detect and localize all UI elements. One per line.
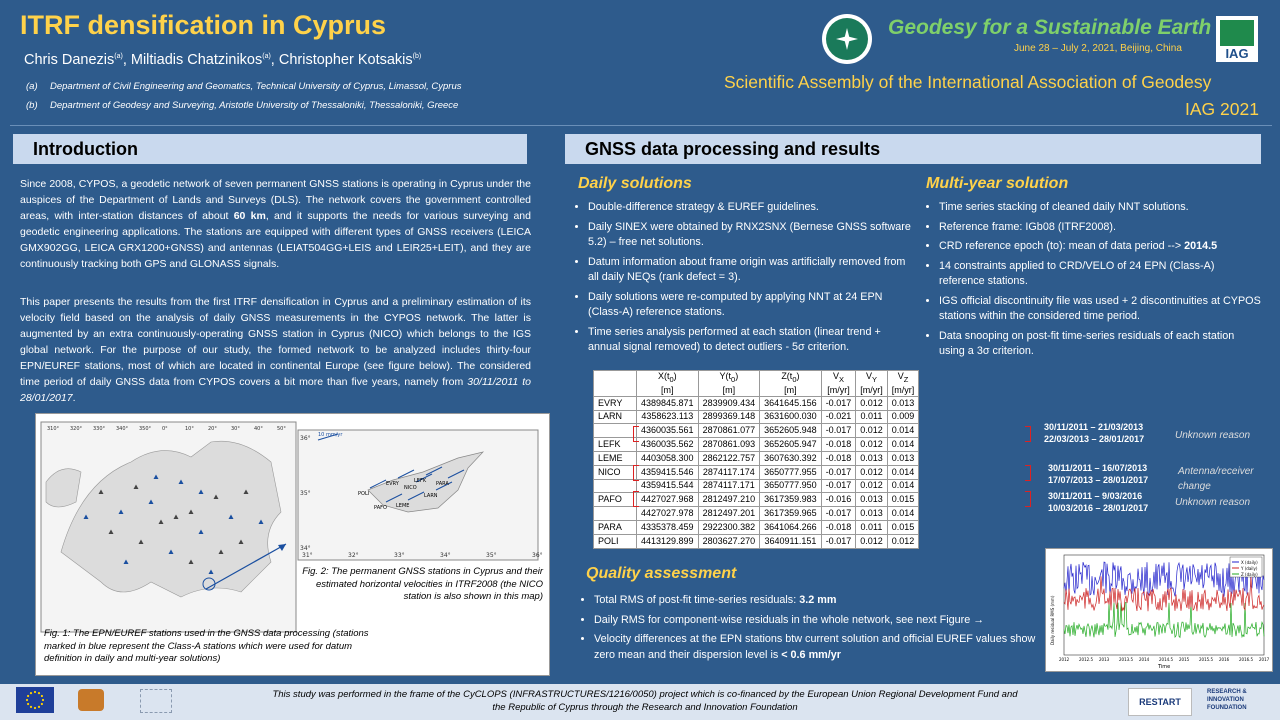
affiliation-key: (b) <box>26 100 38 111</box>
discontinuity-note <box>1044 421 1144 445</box>
discontinuity-bracket <box>633 426 639 442</box>
eu-star <box>41 703 43 705</box>
iag-logo-text: IAG <box>1225 46 1249 61</box>
table-header: $Z(t_0)$ [m] <box>760 371 822 397</box>
table-row <box>594 534 919 548</box>
cyprus-emblem-logo <box>78 689 104 711</box>
chart-tick-label: 2016 <box>1219 657 1230 662</box>
list-item: • Datum information about frame origin was artificially removed from all daily NEQs (rank defect = 3). <box>588 255 914 286</box>
affiliation-text: Department of Civil Engineering and Geomatics, Technical University of Cyprus, Limassol, Cyprus <box>50 81 462 92</box>
period: 30/11/2011 – 9/03/2016 <box>1048 491 1143 501</box>
chart-tick-label: 2015.5 <box>1199 657 1213 662</box>
station-label: NICO <box>404 485 417 491</box>
table-cell: 3640911.151 <box>760 534 822 548</box>
author-list: Chris Danezis$^{(a)}$, Miltiadis Chatzinikos$^{(a)}$, Christopher Kotsakis$^{(b)}$ <box>24 52 422 68</box>
daily-solutions-title: Daily solutions <box>578 175 692 192</box>
chart-tick-label: 2013.5 <box>1119 657 1133 662</box>
table-cell: 4427027.968 <box>637 493 699 507</box>
author-name: Miltiadis Chatzinikos <box>130 52 263 68</box>
table-header: $X(t_0)$ [m] <box>637 371 699 397</box>
map-tick-label: 20° <box>208 426 217 432</box>
map-tick-label: 31° <box>302 552 313 559</box>
list-item: • Daily solutions were re-computed by applying NNT at 24 EPN (Class-A) reference stations. <box>588 290 914 321</box>
daily-solutions-list <box>574 200 914 360</box>
table-cell: -0.017 <box>821 534 856 548</box>
conference-logo <box>822 14 872 64</box>
table-cell: 0.011 <box>856 410 888 424</box>
table-cell: -0.017 <box>821 424 856 438</box>
chart-tick-label: 2012 <box>1059 657 1070 662</box>
table-cell: 0.014 <box>887 424 919 438</box>
table-row <box>594 438 919 452</box>
discontinuity-bracket <box>633 465 639 481</box>
table-row <box>594 465 919 479</box>
quality-assessment-title: Quality assessment <box>586 565 737 582</box>
table-cell: 0.009 <box>887 410 919 424</box>
map-tick-label: 32° <box>348 552 359 559</box>
discontinuity-reason: Unknown reason <box>1175 497 1251 508</box>
station-name-cell: PAFO <box>594 493 637 507</box>
legend-label: Z (daily) <box>1241 572 1258 577</box>
footer-acknowledgement: This study was performed in the frame of the CyCLOPS (INFRASTRUCTURES/1216/0050) project which is co-financed by the European Union Regional Development Fund and the Republic of Cyprus through the Research and Innovation Foundation <box>272 689 1018 713</box>
europe-map <box>41 422 296 632</box>
table-cell: 0.012 <box>856 438 888 452</box>
table-cell: 0.015 <box>887 520 919 534</box>
table-cell: -0.018 <box>821 451 856 465</box>
eu-stars-icon <box>16 687 54 713</box>
results-table <box>593 370 919 549</box>
table-cell: 2874117.171 <box>698 479 760 493</box>
list-item-text: Total RMS of post-fit time-series residuals: <box>594 594 800 606</box>
map-tick-label: 10° <box>185 426 194 432</box>
table-header-row <box>594 371 919 397</box>
list-item: • Reference frame: IGb08 (ITRF2008). <box>939 220 1263 236</box>
table-cell: 3641064.266 <box>760 520 822 534</box>
table-cell: 0.014 <box>887 465 919 479</box>
multi-year-list <box>925 200 1263 364</box>
period: 17/07/2013 – 28/01/2017 <box>1048 475 1149 485</box>
table-cell: 3631600.030 <box>760 410 822 424</box>
eu-star <box>34 707 36 709</box>
table-header: $V_X$ [m/yr] <box>821 371 856 397</box>
table-cell: -0.017 <box>821 479 856 493</box>
map-tick-label: 34° <box>300 545 311 552</box>
list-item <box>594 613 1045 629</box>
affiliation-text: Department of Geodesy and Surveying, Aristotle University of Thessaloniki, Thessaloniki, Greece <box>50 100 459 111</box>
list-item <box>594 632 1045 663</box>
intro-paragraph-2 <box>20 294 531 406</box>
conference-dates: June 28 – July 2, 2021, Beijing, China <box>1014 43 1182 54</box>
eu-star <box>34 691 36 693</box>
author-affiliation-key: (a) <box>262 53 271 61</box>
table-cell: 3650777.950 <box>760 479 822 493</box>
table-cell: 0.013 <box>856 451 888 465</box>
table-cell: 0.014 <box>887 438 919 452</box>
restart-logo: RESTART <box>1128 688 1192 716</box>
table-cell: 2922300.382 <box>698 520 760 534</box>
iag-logo <box>1216 16 1258 62</box>
table-cell: 2870861.093 <box>698 438 760 452</box>
results-table-wrap <box>593 370 919 549</box>
table-cell: 0.012 <box>856 424 888 438</box>
map-tick-label: 330° <box>93 426 106 432</box>
table-cell: 2874117.174 <box>698 465 760 479</box>
list-item-text: Daily RMS for component-wise residuals in the whole network, see next Figure → <box>594 613 985 626</box>
eu-star <box>27 695 29 697</box>
eu-star <box>30 692 32 694</box>
poster-title: ITRF densification in Cyprus <box>20 10 387 40</box>
table-cell: 2803627.270 <box>698 534 760 548</box>
table-cell: 3652605.947 <box>760 438 822 452</box>
table-cell: -0.016 <box>821 493 856 507</box>
figure-1-caption: Fig. 1: The EPN/EUREF stations used in the GNSS data processing (stations marked in blue represent the Class-A stations which were used for datum definition in daily and multi-year solutions) <box>44 628 369 664</box>
station-name-cell: LARN <box>594 410 637 424</box>
station-name-cell <box>594 424 637 438</box>
table-cell: 2812497.210 <box>698 493 760 507</box>
intro-text: , and it supports the needs for various surveying and geodetic engineering applications. The stations are equipped with different types of GNSS receivers (LEICA GMX902GG, LEICA GRX1200+GNSS) and antennas (LEIAT504GG+LEIS and LEIR25+LEIT), and they are continuously tracking both GPS and GLONASS signals. <box>20 210 531 270</box>
station-name-cell: PARA <box>594 520 637 534</box>
chart-tick-label: 2017 <box>1259 657 1270 662</box>
list-item-text: CRD reference epoch (to): mean of data period --> <box>939 240 1185 252</box>
table-cell: 3617359.965 <box>760 507 822 521</box>
table-cell: 4403058.300 <box>637 451 699 465</box>
header-divider <box>10 125 1272 126</box>
table-cell: 3641645.156 <box>760 396 822 410</box>
author-affiliation-key: (b) <box>412 53 422 61</box>
map-tick-label: 35° <box>300 490 311 497</box>
table-cell: 0.012 <box>887 534 919 548</box>
discontinuity-bracket <box>633 491 639 507</box>
station-name-cell: POLI <box>594 534 637 548</box>
epoch-value: 2014.5 <box>1184 240 1218 252</box>
eu-star <box>41 695 43 697</box>
table-cell: 0.015 <box>887 493 919 507</box>
table-header <box>594 371 637 397</box>
list-item: • 14 constraints applied to CRD/VELO of 24 EPN (Class-A) reference stations. <box>939 259 1263 290</box>
table-cell: 4389845.871 <box>637 396 699 410</box>
map-tick-label: 33° <box>394 552 405 559</box>
table-cell: 4413129.899 <box>637 534 699 548</box>
discontinuity-reason: Antenna/receiver change <box>1178 466 1254 492</box>
station-label: LARN <box>424 493 438 499</box>
table-row <box>594 451 919 465</box>
table-cell: 2812497.201 <box>698 507 760 521</box>
table-cell: 2839909.434 <box>698 396 760 410</box>
station-name-cell: NICO <box>594 465 637 479</box>
eu-star <box>38 692 40 694</box>
map-tick-label: 310° <box>47 426 60 432</box>
discontinuity-bracket <box>1025 426 1031 442</box>
eu-star <box>27 703 29 705</box>
table-cell: 0.013 <box>887 451 919 465</box>
table-cell: -0.021 <box>821 410 856 424</box>
map-tick-label: 350° <box>139 426 152 432</box>
table-cell: 0.014 <box>887 507 919 521</box>
chart-tick-label: 2016.5 <box>1239 657 1253 662</box>
assembly-name: Scientific Assembly of the International Association of Geodesy <box>724 72 1212 92</box>
table-row <box>594 520 919 534</box>
table-row <box>594 424 919 438</box>
affiliation-key: (a) <box>26 81 38 92</box>
rms-chart <box>1046 549 1272 671</box>
station-label: PAFO <box>374 505 387 511</box>
list-item-bold: 3.2 mm <box>799 594 837 606</box>
table-row <box>594 479 919 493</box>
author-affiliation-key: (a) <box>114 53 123 61</box>
table-cell: 4335378.459 <box>637 520 699 534</box>
multi-year-title: Multi-year solution <box>926 175 1069 192</box>
station-label: LEFK <box>414 478 427 484</box>
table-cell: -0.017 <box>821 507 856 521</box>
list-item: • Daily SINEX were obtained by RNX2SNX (Bernese GNSS software 5.2) – free net solutions. <box>588 220 914 251</box>
table-cell: 4427027.978 <box>637 507 699 521</box>
discontinuity-reason: Unknown reason <box>1175 430 1251 441</box>
table-cell: 2870861.077 <box>698 424 760 438</box>
map-tick-label: 36° <box>532 552 543 559</box>
table-cell: 0.013 <box>856 507 888 521</box>
assembly-short: IAG 2021 <box>1185 99 1259 119</box>
chart-y-axis-label: Daily residual RMS (mm) <box>1050 595 1055 645</box>
table-header: $V_Z$ [m/yr] <box>887 371 919 397</box>
period: 30/11/2011 – 21/03/2013 <box>1044 422 1144 432</box>
table-row <box>594 396 919 410</box>
cyprus-map <box>298 430 543 560</box>
chart-tick-label: 2015 <box>1179 657 1190 662</box>
discontinuity-bracket <box>1025 491 1031 507</box>
table-header: $Y(t_0)$ [m] <box>698 371 760 397</box>
rif-logo: RESEARCH & INNOVATION FOUNDATION <box>1207 689 1247 711</box>
map-tick-label: 35° <box>486 552 497 559</box>
affiliation-a <box>26 81 462 92</box>
rms-chart-panel <box>1045 548 1273 672</box>
table-row <box>594 410 919 424</box>
map-tick-label: 320° <box>70 426 83 432</box>
affiliation-b <box>26 100 458 111</box>
table-cell: 3650777.955 <box>760 465 822 479</box>
table-cell: 0.013 <box>856 493 888 507</box>
intro-paragraph-1 <box>20 176 531 272</box>
eu-star <box>42 699 44 701</box>
author-name: Chris Danezis <box>24 52 115 68</box>
intro-text: Since 2008, CYPOS, a geodetic network of seven permanent GNSS stations is operating in Cyprus under the auspices of the Department of Lands and Surveys (DLS). The network covers the government controlled areas, with inter-station distances of about <box>20 178 531 222</box>
map-tick-label: 50° <box>277 426 286 432</box>
table-cell: 0.012 <box>856 479 888 493</box>
station-label: PARA <box>436 481 449 487</box>
map-tick-label: 30° <box>231 426 240 432</box>
legend-label: Y (daily) <box>1241 566 1258 571</box>
eu-flag-logo <box>16 687 54 713</box>
table-cell: 2862122.757 <box>698 451 760 465</box>
intro-text: This paper presents the results from the first ITRF densification in Cyprus and a preliminary estimation of its velocity field based on the analysis of daily GNSS measurements in the CYPOS network. The latter is augmented by an extra continuously-operating GNSS station in Cyprus (NICO) which belongs to the IGS global network. For the purpose of our study, the formed network to be analyzed includes thirty-four EPN/EUREF stations, most of which are located in continental Europe (see figure below). The considered time period of daily GNSS data from CYPOS covers a bit more than five years, namely from <box>20 296 531 388</box>
table-cell: 4360035.561 <box>637 424 699 438</box>
intro-text: . <box>72 392 76 404</box>
quality-list <box>580 593 1045 667</box>
chart-tick-label: 2014.5 <box>1159 657 1173 662</box>
table-cell: 4359415.546 <box>637 465 699 479</box>
discontinuity-note <box>1048 462 1148 486</box>
period: 10/03/2016 – 28/01/2017 <box>1048 503 1149 513</box>
map-tick-label: 40° <box>254 426 263 432</box>
station-label: POLI <box>358 491 370 497</box>
period: 22/03/2013 – 28/01/2017 <box>1044 434 1145 444</box>
eu-star <box>38 706 40 708</box>
legend-label: X (daily) <box>1241 560 1258 565</box>
section-heading-gnss: GNSS data processing and results <box>565 134 1261 164</box>
list-item-bold: < 0.6 mm/yr <box>781 648 841 661</box>
station-label: EVRY <box>386 481 399 487</box>
table-cell: 3652605.948 <box>760 424 822 438</box>
map-tick-label: 340° <box>116 426 129 432</box>
intro-bold: 60 km <box>233 210 266 222</box>
chart-tick-label: 2013 <box>1099 657 1110 662</box>
table-cell: 4358623.113 <box>637 410 699 424</box>
list-item-text: Velocity differences at the EPN stations btw current solution and official EUREF values show zero mean and their dispersion level is <box>594 633 1036 661</box>
table-cell: -0.018 <box>821 520 856 534</box>
list-item <box>939 239 1263 255</box>
figure-2-caption: Fig. 2: The permanent GNSS stations in Cyprus and their estimated horizontal velocities in ITRF2008 (the NICO station is also shown in this map) <box>302 566 543 602</box>
table-cell: 0.012 <box>856 396 888 410</box>
table-row <box>594 493 919 507</box>
list-item: • Double-difference strategy & EUREF guidelines. <box>588 200 914 216</box>
table-cell: 3617359.983 <box>760 493 822 507</box>
station-name-cell: LEFK <box>594 438 637 452</box>
chart-tick-label: 2014 <box>1139 657 1150 662</box>
table-cell: 3607630.392 <box>760 451 822 465</box>
table-cell: 0.013 <box>887 396 919 410</box>
station-name-cell <box>594 479 637 493</box>
station-name-cell: EVRY <box>594 396 637 410</box>
list-item: • Data snooping on post-fit time-series residuals of each station using a 3σ criterion. <box>939 329 1263 360</box>
map-tick-label: 36° <box>300 435 311 442</box>
table-cell: 4359415.544 <box>637 479 699 493</box>
section-heading-introduction: Introduction <box>13 134 527 164</box>
chart-tick-label: 2012.5 <box>1079 657 1093 662</box>
list-item: • Time series stacking of cleaned daily NNT solutions. <box>939 200 1263 216</box>
table-cell: 0.012 <box>856 534 888 548</box>
map-tick-label: 34° <box>440 552 451 559</box>
figure-panel <box>35 413 550 676</box>
list-item <box>594 593 1045 609</box>
zoom-arrow <box>196 539 296 594</box>
eu-star <box>30 706 32 708</box>
list-item: • IGS official discontinuity file was used + 2 discontinuities at CYPOS stations within the considered time period. <box>939 294 1263 325</box>
eu-star <box>26 699 28 701</box>
conference-motto: Geodesy for a Sustainable Earth <box>888 16 1212 39</box>
list-item: • Time series analysis performed at each station (linear trend + annual signal removed) to detect outliers - 5σ criterion. <box>588 325 914 356</box>
discontinuity-note <box>1048 490 1148 514</box>
period: 30/11/2011 – 16/07/2013 <box>1048 463 1148 473</box>
table-cell: 0.011 <box>856 520 888 534</box>
table-row <box>594 507 919 521</box>
table-cell: -0.017 <box>821 396 856 410</box>
discontinuity-bracket <box>1025 465 1031 481</box>
map-tick-label: 0° <box>162 426 168 432</box>
table-header: $V_Y$ [m/yr] <box>856 371 888 397</box>
intro-italic: 30/11/2011 to 28/01/2017 <box>20 376 531 404</box>
table-cell: -0.017 <box>821 465 856 479</box>
table-cell: -0.018 <box>821 438 856 452</box>
table-cell: 4360035.562 <box>637 438 699 452</box>
table-cell: 0.014 <box>887 479 919 493</box>
station-name-cell: LEME <box>594 451 637 465</box>
velocity-scale-label: 10 mm/yr <box>318 432 343 438</box>
author-name: Christopher Kotsakis <box>278 52 413 68</box>
table-cell: 2899369.148 <box>698 410 760 424</box>
table-cell: 0.012 <box>856 465 888 479</box>
chart-x-axis-label: Time <box>1158 664 1171 670</box>
station-name-cell <box>594 507 637 521</box>
structural-funds-logo <box>140 689 172 713</box>
station-label: LEME <box>396 503 410 509</box>
